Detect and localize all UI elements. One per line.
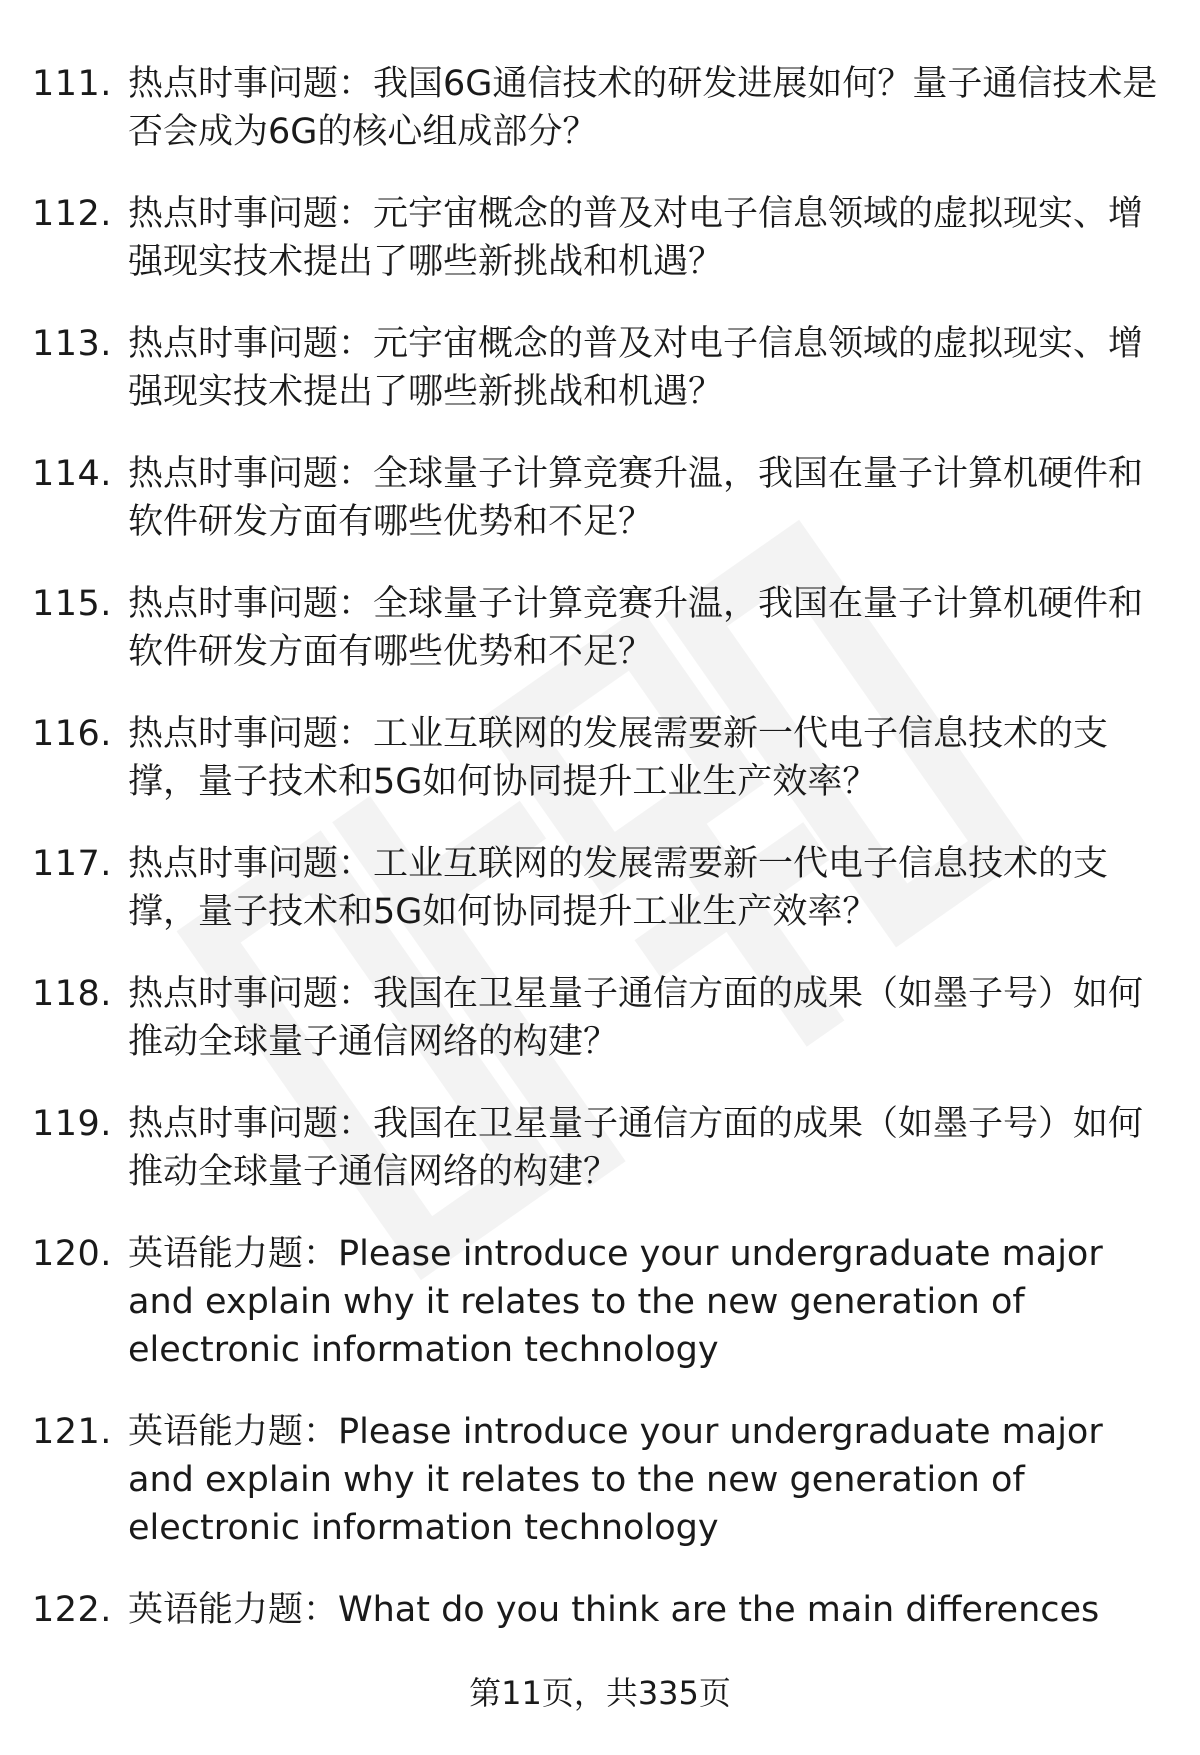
list-item — [32, 450, 1162, 546]
list-item — [32, 580, 1162, 676]
list-item — [32, 60, 1162, 156]
item-text: 热点时事问题：元宇宙概念的普及对电子信息领域的虚拟现实、增强现实技术提出了哪些新挑战和机遇？ — [128, 194, 1144, 282]
item-number: 111. — [32, 64, 112, 104]
item-number: 119. — [32, 1104, 112, 1144]
item-number: 116. — [32, 714, 112, 754]
item-number: 114. — [32, 454, 112, 494]
item-text: 热点时事问题：工业互联网的发展需要新一代电子信息技术的支撑，量子技术和5G如何协同提升工业生产效率？ — [128, 714, 1109, 802]
page-number: 第11页，共335页 — [469, 1674, 731, 1712]
item-number: 121. — [32, 1412, 112, 1452]
list-item — [32, 1408, 1162, 1552]
item-number: 118. — [32, 974, 112, 1014]
item-number: 120. — [32, 1234, 112, 1274]
list-item — [32, 710, 1162, 806]
item-text: 热点时事问题：我国6G通信技术的研发进展如何？量子通信技术是否会成为6G的核心组成部分？ — [128, 64, 1158, 152]
item-text: 英语能力题：Please introduce your undergraduate major and explain why it relates to the new generation of electronic information technology — [128, 1234, 1103, 1370]
item-text: 热点时事问题：我国在卫星量子通信方面的成果（如墨子号）如何推动全球量子通信网络的构建？ — [128, 974, 1144, 1062]
list-item — [32, 190, 1162, 286]
list-item — [32, 840, 1162, 936]
list-item — [32, 1230, 1162, 1374]
item-text: 热点时事问题：工业互联网的发展需要新一代电子信息技术的支撑，量子技术和5G如何协同提升工业生产效率？ — [128, 844, 1109, 932]
item-text: 热点时事问题：全球量子计算竞赛升温，我国在量子计算机硬件和软件研发方面有哪些优势和不足？ — [128, 584, 1144, 672]
item-text: 热点时事问题：我国在卫星量子通信方面的成果（如墨子号）如何推动全球量子通信网络的构建？ — [128, 1104, 1144, 1192]
item-text: 热点时事问题：元宇宙概念的普及对电子信息领域的虚拟现实、增强现实技术提出了哪些新挑战和机遇？ — [128, 324, 1144, 412]
item-number: 115. — [32, 584, 112, 624]
item-number: 112. — [32, 194, 112, 234]
item-number: 113. — [32, 324, 112, 364]
question-list — [32, 60, 1162, 1668]
list-item — [32, 970, 1162, 1066]
list-item — [32, 1100, 1162, 1196]
list-item — [32, 320, 1162, 416]
list-item — [32, 1586, 1162, 1634]
item-text: 英语能力题：What do you think are the main differences — [128, 1590, 1100, 1630]
item-text: 英语能力题：Please introduce your undergraduate major and explain why it relates to the new generation of electronic information technology — [128, 1412, 1103, 1548]
item-number: 122. — [32, 1590, 112, 1630]
item-text: 热点时事问题：全球量子计算竞赛升温，我国在量子计算机硬件和软件研发方面有哪些优势和不足？ — [128, 454, 1144, 542]
item-number: 117. — [32, 844, 112, 884]
page-footer — [0, 1673, 1200, 1713]
